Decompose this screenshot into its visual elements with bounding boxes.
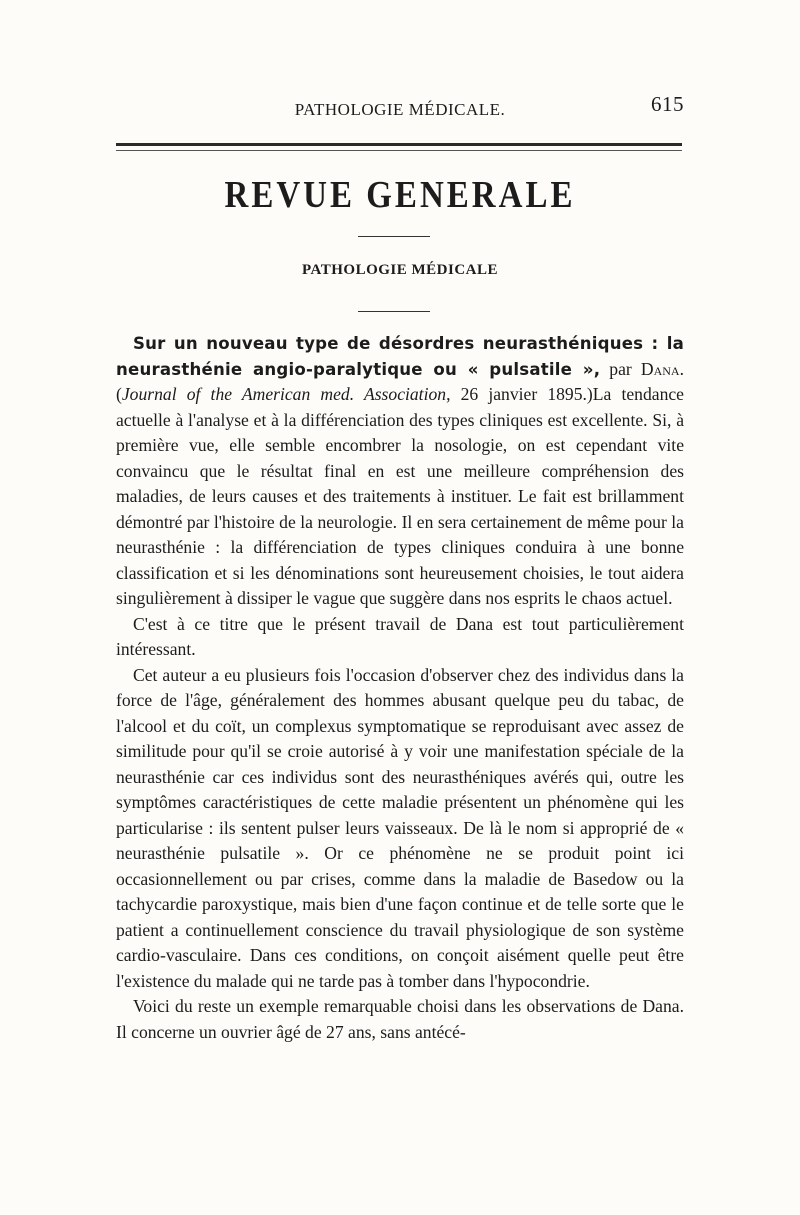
running-title: PATHOLOGIE MÉDICALE. xyxy=(294,100,506,119)
article-body xyxy=(116,331,684,1045)
header-rule-thin xyxy=(116,150,682,151)
by-text: par xyxy=(600,358,641,379)
section-title: PATHOLOGIE MÉDICALE xyxy=(301,262,499,278)
page-number: 615 xyxy=(651,92,684,116)
section-divider xyxy=(358,311,430,312)
citation-date: , 26 janvier 1895.) xyxy=(446,384,593,404)
article-paragraph xyxy=(116,331,684,612)
body-paragraph: Voici du reste un exemple remarquable choisi dans les observations de Dana. Il concerne un ouvrier âgé de 27 ans, sans antécé- xyxy=(116,996,684,1042)
main-title: REVUE GENERALE xyxy=(224,175,576,217)
header-rule-thick xyxy=(116,143,682,146)
body-paragraph: Cet auteur a eu plusieurs fois l'occasion d'observer chez des individus dans la force de l'âge, généralement des hommes abusant quelque peu du tabac, de l'alcool et du coït, un complexus symptomatique se reproduisant avec assez de similitude pour qu'il se croie autorisé à y voir une manifestation spéciale de la neurasthénie car ces individus sont des neurasthéniques avérés qui, outre les symptômes caractéristiques de cette maladie présentent un phénomène qui les particularise : ils sentent pulser leurs vaisseaux. De là le nom si approprié de « neurasthénie pulsatile ». Or ce phénomène ne se produit point ici occasionnellement ou par crises, comme dans la maladie de Basedow ou la tachycardie paroxystique, mais bien d'une façon continue et de telle sorte que le patient a continuellement conscience du travail physiologique de son système cardio-vasculaire. Dans ces conditions, on conçoit aisément quelle peut être l'existence du malade qui ne tarde pas à tomber dans l'hypocondrie. xyxy=(116,664,684,991)
running-header xyxy=(116,92,684,118)
author-punctuation: . ( xyxy=(116,358,684,404)
body-paragraph: C'est à ce titre que le présent travail de Dana est tout particulièrement intéressant. xyxy=(116,613,684,659)
journal-name: Journal of the American med. Association xyxy=(121,384,447,404)
title-divider xyxy=(358,236,430,237)
intro-text: La tendance actuelle à l'analyse et à la différenciation des types cliniques est excellente. Si, à première vue, elle semble encombrer la nosologie, on est cependant vite convaincu que le résultat final en est une meilleure compréhension des maladies, de leurs causes et des traitements à instituer. Le fait est brillamment démontré par l'histoire de la neurologie. Il en sera certainement de même pour la neurasthénie : la différenciation de types cliniques conduira à une bonne classification et si les dénominations sont heureusement choisies, le tout aidera singulièrement à dissiper le vague que suggère dans nos esprits le chaos actuel. xyxy=(116,384,684,608)
article-author: Dana xyxy=(640,358,680,379)
article-title: Sur un nouveau type de désordres neurasthéniques : la neurasthénie angio-paralytique ou « pulsatile », xyxy=(116,334,684,379)
